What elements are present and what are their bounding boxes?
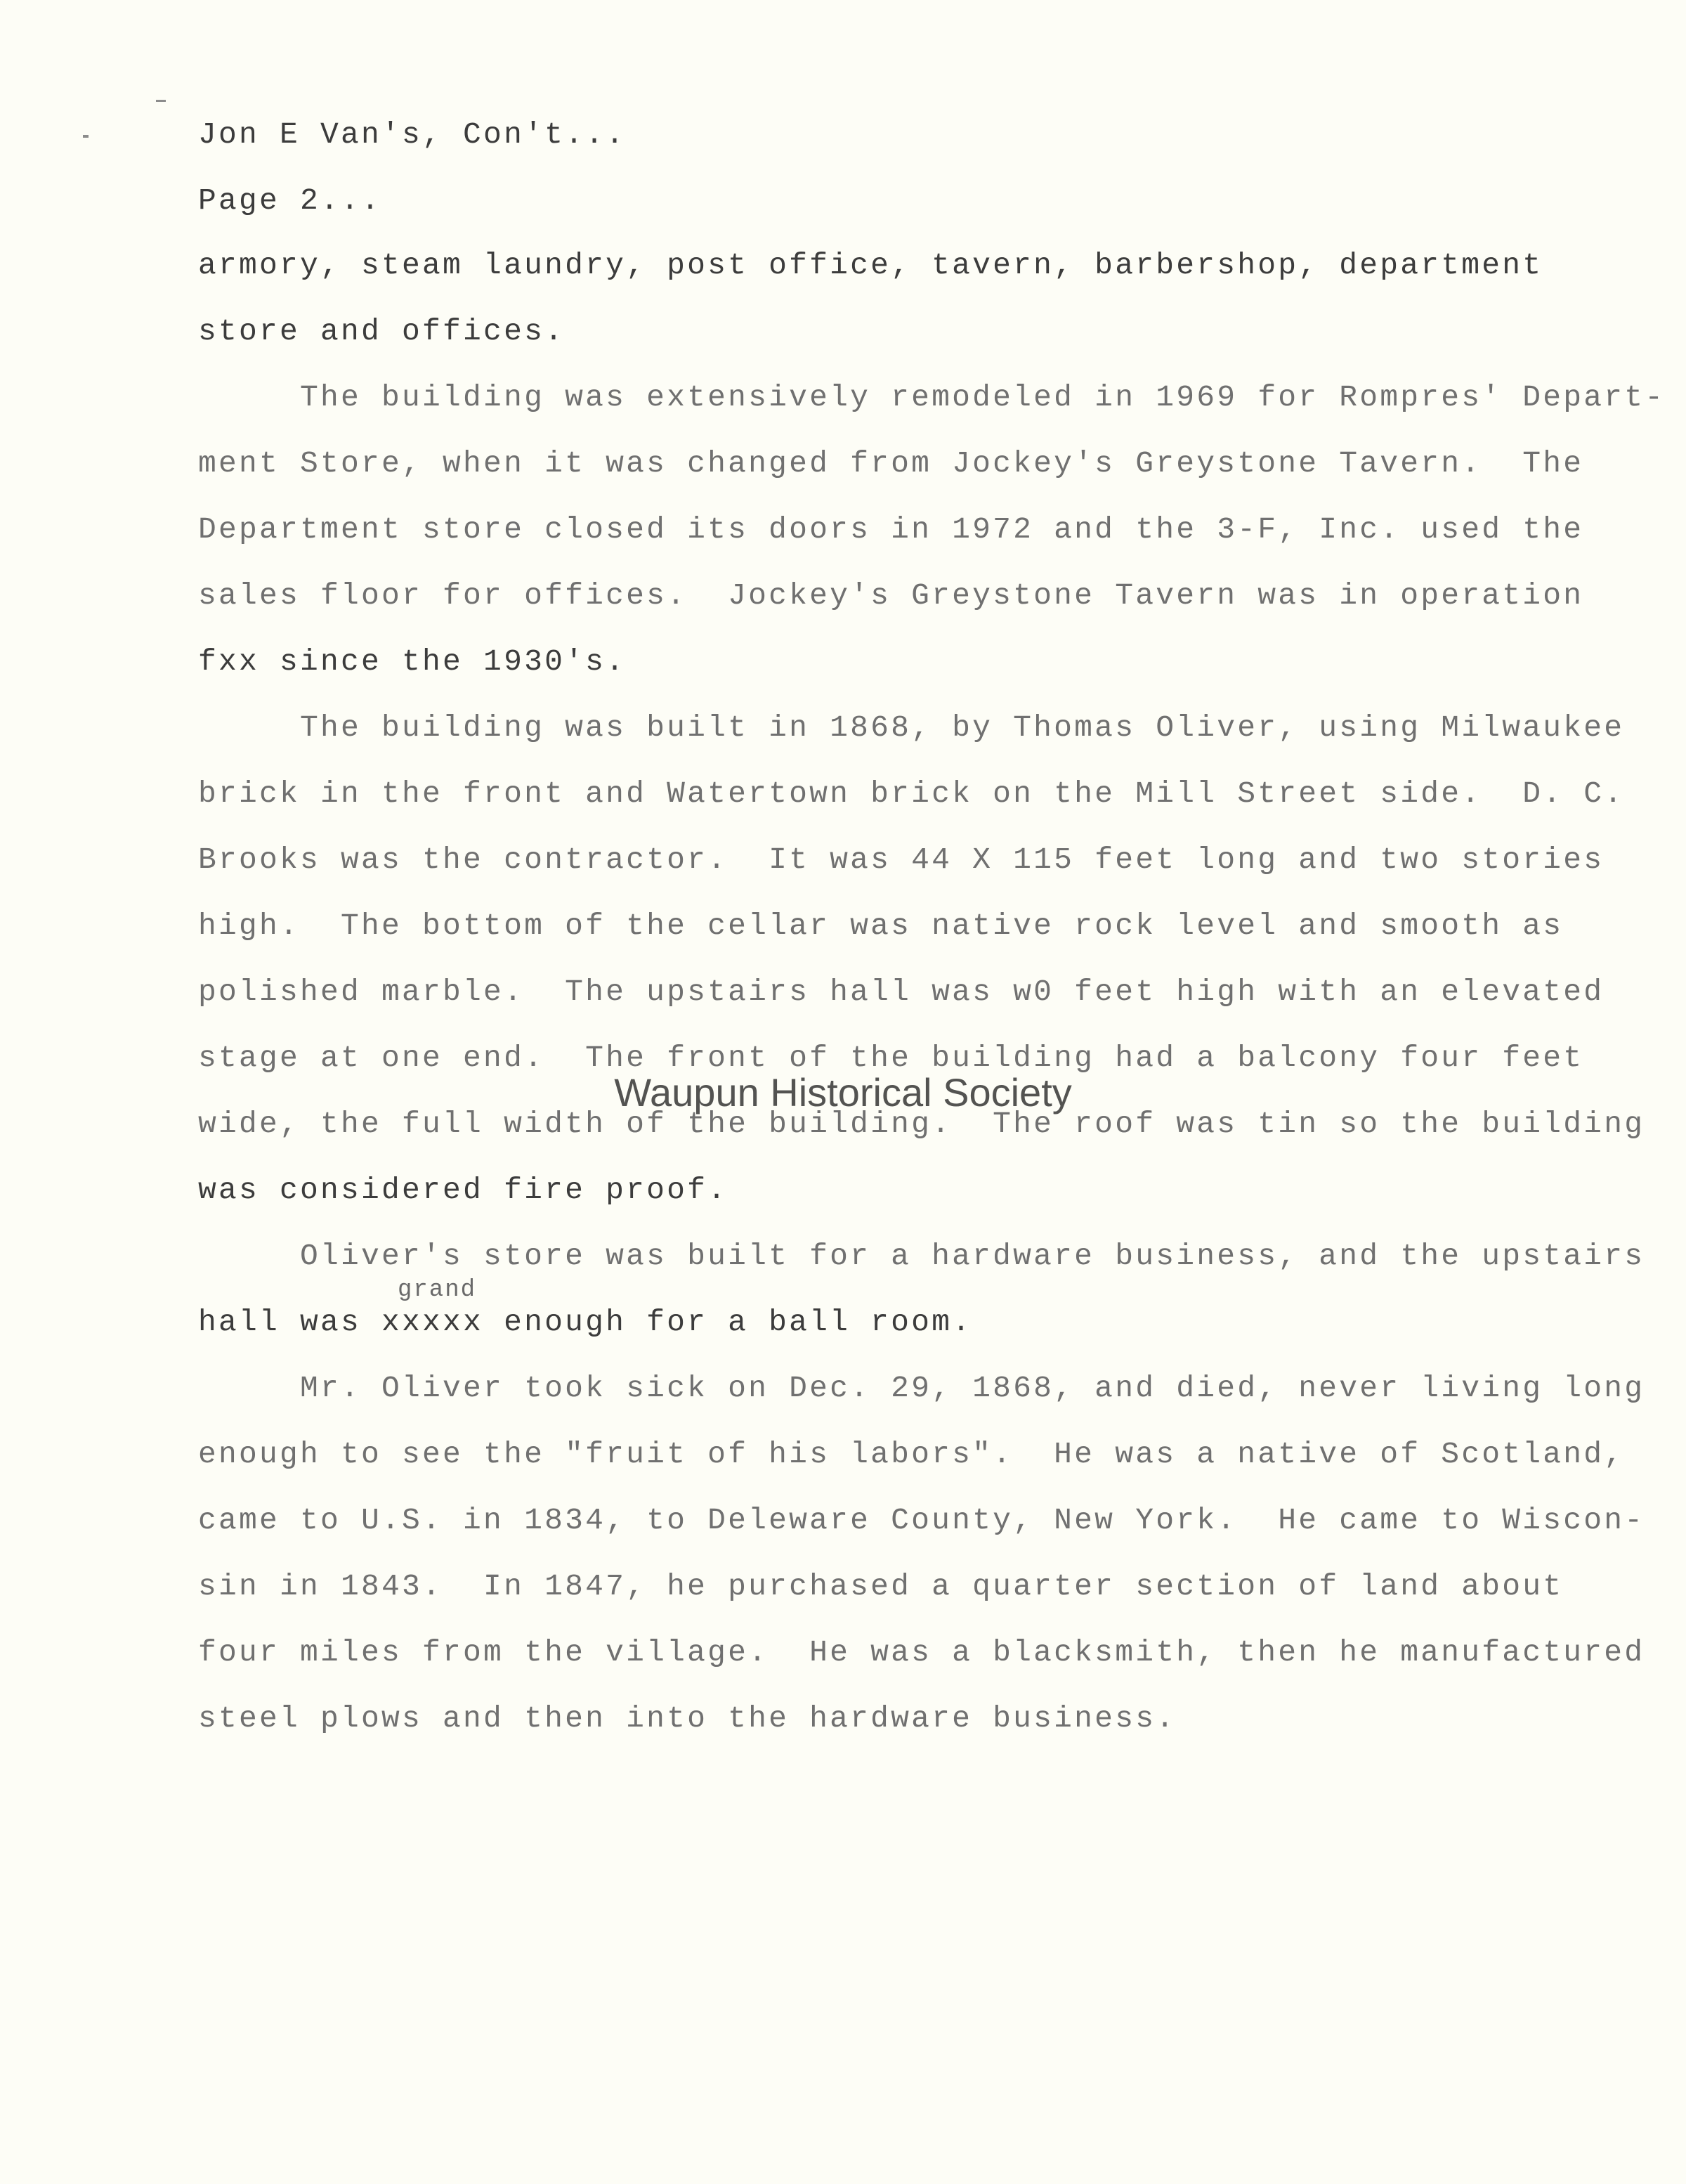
text-line: Department store closed its doors in 1972 and the 3-F, Inc. used the: [198, 512, 1584, 547]
watermark-text: Waupun Historical Society: [614, 1070, 1072, 1114]
text-line: polished marble. The upstairs hall was w0 feet high with an elevated: [198, 975, 1605, 1009]
handtyped-correction: grand: [398, 1277, 477, 1304]
text-line: Mr. Oliver took sick on Dec. 29, 1868, and died, never living long: [198, 1371, 1645, 1405]
page-number: Page 2...: [198, 183, 382, 218]
stray-mark: [156, 100, 166, 102]
text-line: armory, steam laundry, post office, tavern, barbershop, department: [198, 248, 1543, 282]
text-line: stage at one end. The front of the building had a balcony four feet: [198, 1041, 1584, 1075]
text-line: high. The bottom of the cellar was native rock level and smooth as: [198, 909, 1564, 943]
text-line: was considered fire proof.: [198, 1173, 728, 1207]
text-line: The building was extensively remodeled in 1969 for Rompres' Depart-: [198, 380, 1666, 415]
text-line: The building was built in 1868, by Thomas Oliver, using Milwaukee: [198, 710, 1625, 745]
text-line: Brooks was the contractor. It was 44 X 115 feet long and two stories: [198, 843, 1605, 877]
text-line: came to U.S. in 1834, to Deleware County, New York. He came to Wiscon-: [198, 1503, 1645, 1538]
text-line: hall was xxxxx enough for a ball room.: [198, 1305, 973, 1339]
stray-mark: [83, 135, 89, 138]
text-line: brick in the front and Watertown brick on the Mill Street side. D. C.: [198, 776, 1625, 811]
text-line: wide, the full width of the building. The roof was tin so the building: [198, 1107, 1645, 1141]
text-line: store and offices.: [198, 314, 566, 349]
text-line: four miles from the village. He was a blacksmith, then he manufactured: [198, 1635, 1645, 1670]
text-line: steel plows and then into the hardware business.: [198, 1701, 1177, 1736]
text-line: sales floor for offices. Jockey's Greystone Tavern was in operation: [198, 578, 1584, 613]
header-title: Jon E Van's, Con't...: [198, 117, 627, 152]
text-line: sin in 1843. In 1847, he purchased a quarter section of land about: [198, 1569, 1564, 1604]
text-line: Oliver's store was built for a hardware business, and the upstairs: [198, 1239, 1645, 1273]
text-line: fxx since the 1930's.: [198, 644, 627, 679]
text-line: enough to see the "fruit of his labors". He was a native of Scotland,: [198, 1437, 1625, 1471]
text-line: ment Store, when it was changed from Jockey's Greystone Tavern. The: [198, 446, 1584, 481]
